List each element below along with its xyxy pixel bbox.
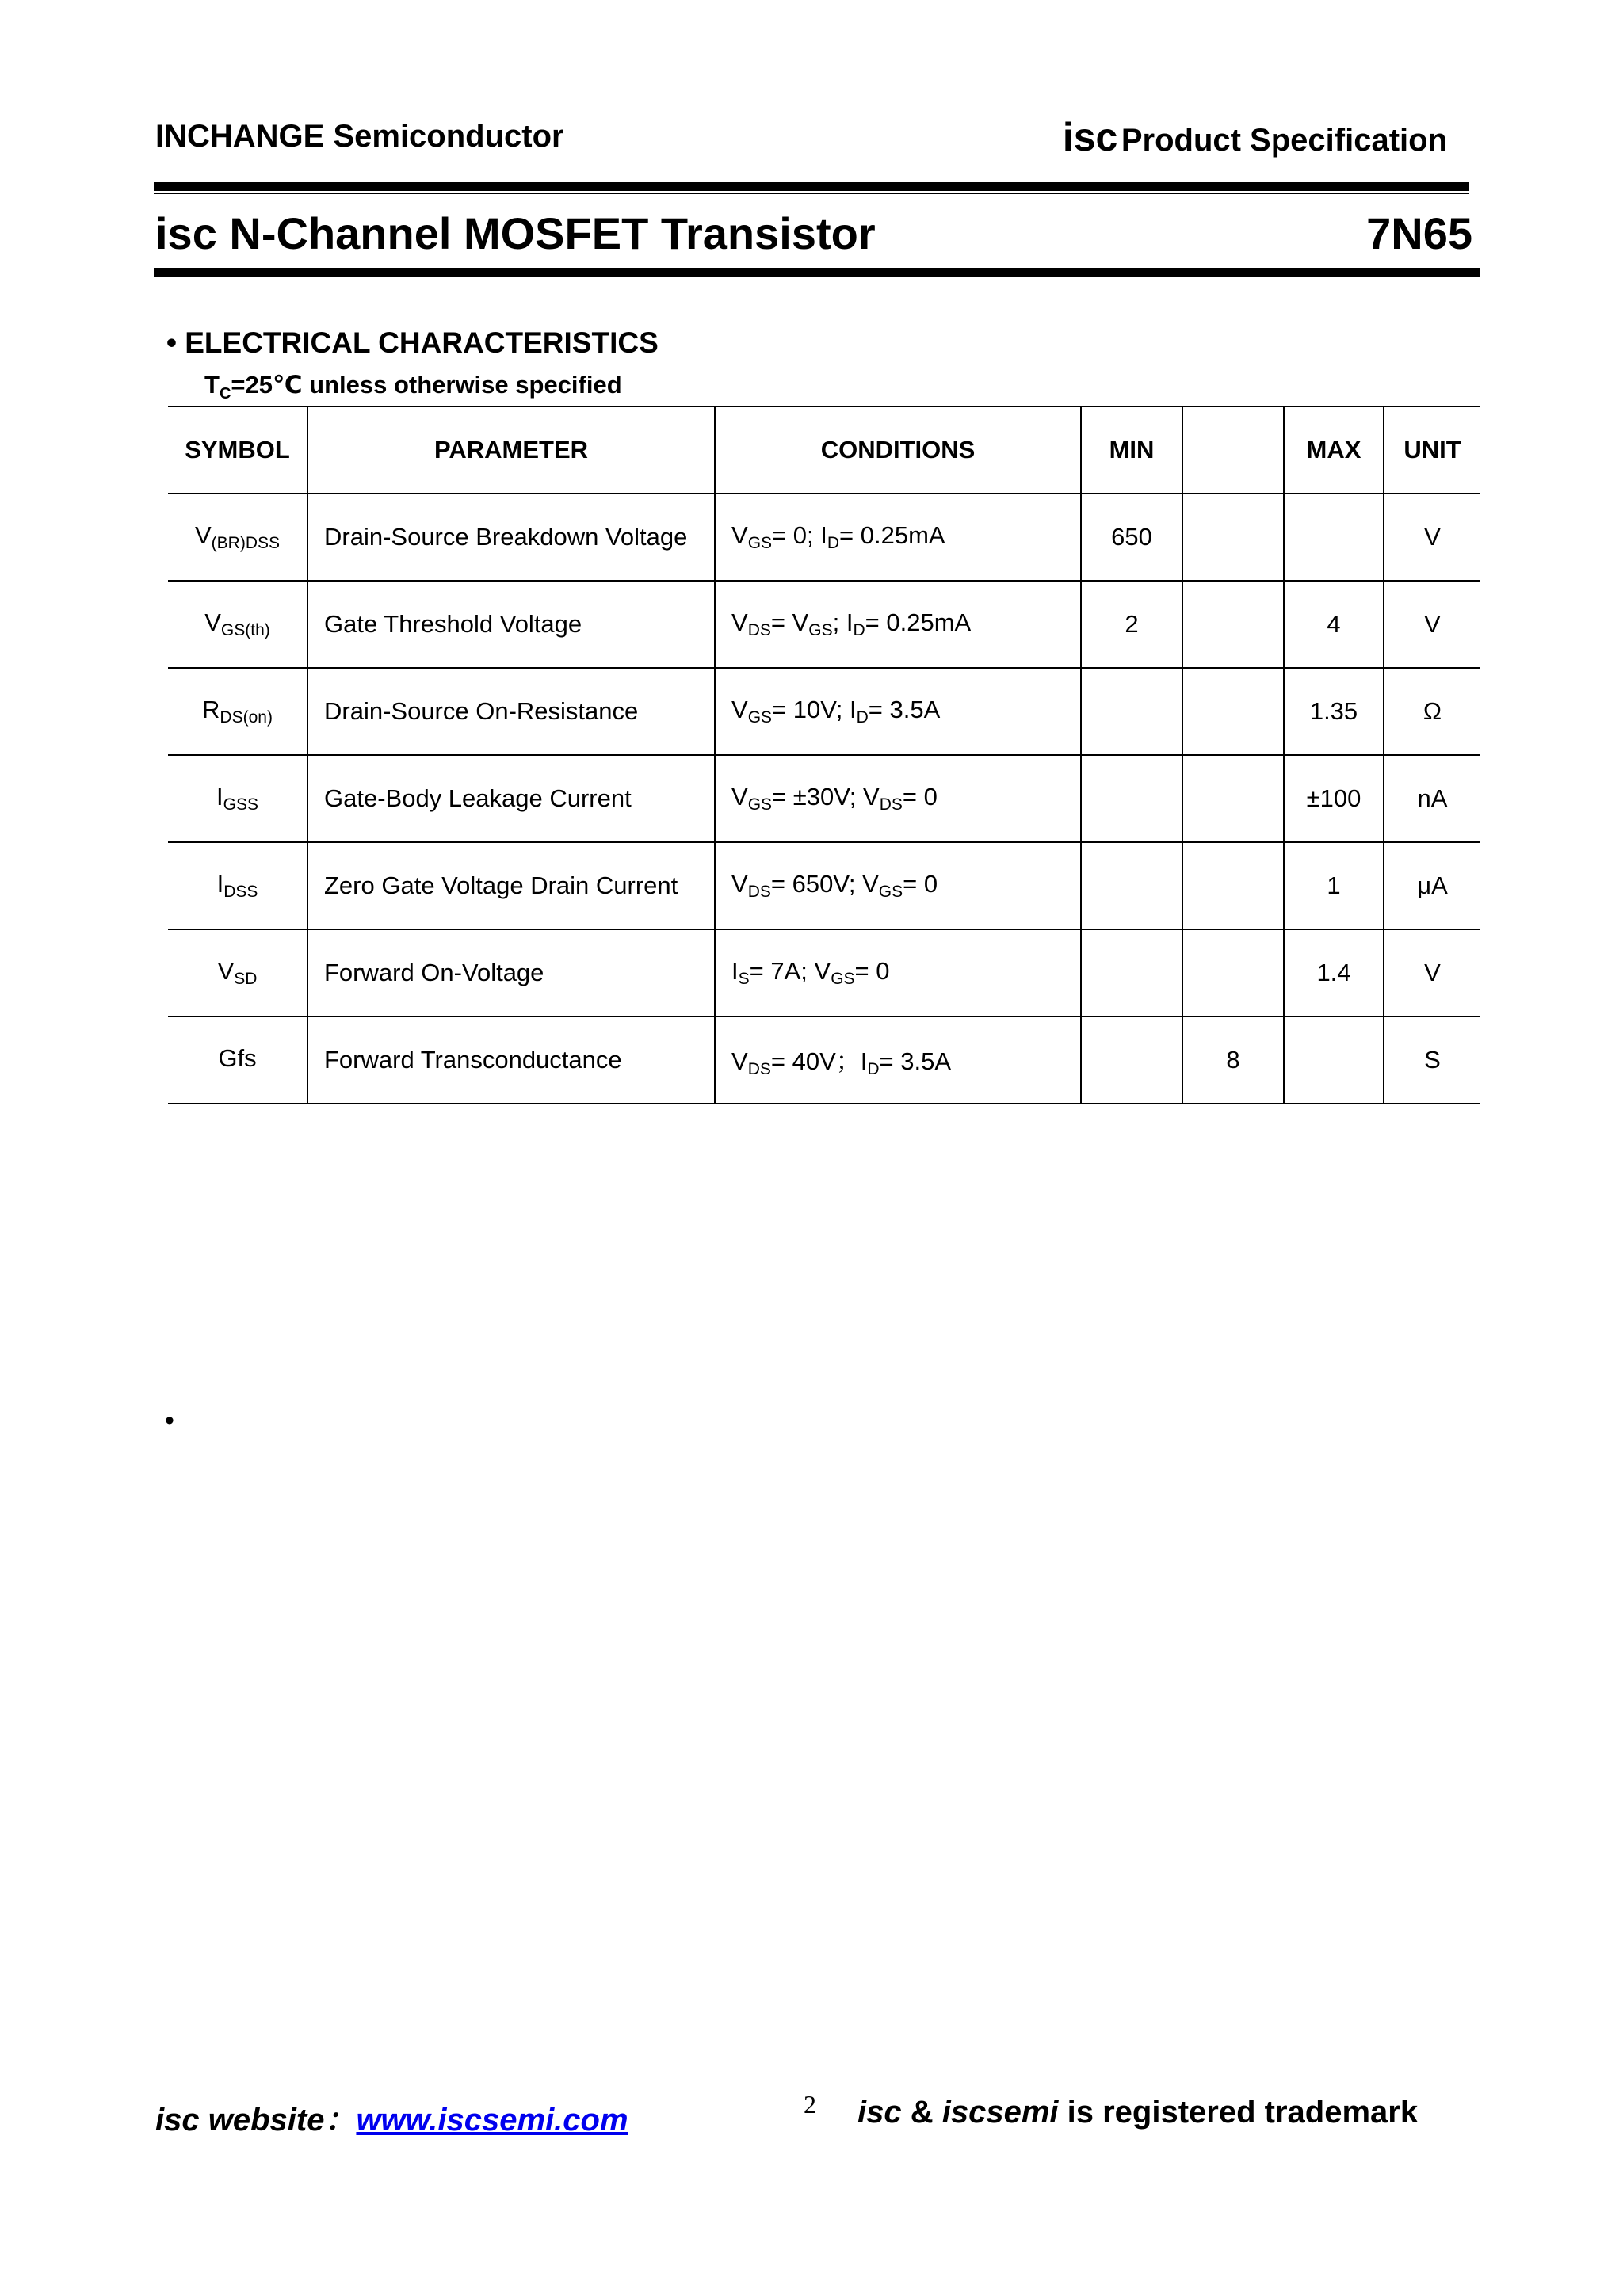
condition-subscript: D (867, 1060, 880, 1078)
condition-subscript: DS (747, 621, 771, 639)
cell-unit: V (1384, 929, 1480, 1016)
symbol-subscript: DSS (223, 883, 258, 901)
cell-parameter: Gate Threshold Voltage (307, 581, 715, 668)
condition-value: = (770, 608, 792, 636)
condition-value: = 0; (772, 521, 821, 549)
symbol-subscript: DS(on) (220, 708, 273, 727)
condition-var: V (792, 608, 809, 636)
symbol-main: Gfs (218, 1044, 257, 1072)
cell-max: 1 (1284, 842, 1384, 929)
cell-unit: μA (1384, 842, 1480, 929)
cell-conditions (715, 755, 1081, 842)
header-parameter: PARAMETER (307, 406, 715, 494)
cell-parameter: Forward Transconductance (307, 1016, 715, 1104)
condition-value: = 0 (902, 783, 938, 810)
cell-min (1081, 929, 1182, 1016)
cell-symbol (168, 494, 307, 581)
title-rule (154, 268, 1480, 277)
condition-var: V (731, 870, 748, 898)
symbol-main: V (194, 521, 212, 549)
table-row (168, 929, 1480, 1016)
cell-max: 1.35 (1284, 668, 1384, 755)
condition-var: V (863, 783, 880, 810)
cell-min: 650 (1081, 494, 1182, 581)
condition-subscript: DS (747, 883, 771, 901)
condition-value: = 3.5A (868, 696, 941, 723)
header-rule (154, 182, 1469, 191)
condition-subscript: GS (747, 708, 773, 727)
cell-symbol (168, 842, 307, 929)
cell-conditions (715, 668, 1081, 755)
condition-var: I (820, 521, 827, 549)
condition-value: = 0 (854, 957, 890, 985)
condition-subscript: GS (878, 883, 903, 901)
condition-value: = ±30V; (772, 783, 863, 810)
section-heading-text: ELECTRICAL CHARACTERISTICS (185, 326, 659, 359)
header-unit: UNIT (1384, 406, 1480, 494)
condition-subscript: C (219, 385, 231, 403)
cell-unit: V (1384, 581, 1480, 668)
website-label: isc website： (155, 2103, 357, 2138)
cell-symbol (168, 929, 307, 1016)
cell-conditions (715, 842, 1081, 929)
cell-conditions (715, 929, 1081, 1016)
cell-min (1081, 1016, 1182, 1104)
cell-parameter: Zero Gate Voltage Drain Current (307, 842, 715, 929)
website-link[interactable]: www.iscsemi.com (356, 2103, 628, 2138)
condition-subscript: GS (747, 534, 773, 552)
electrical-characteristics-table (168, 406, 1480, 1104)
cell-max (1284, 494, 1384, 581)
cell-typ (1182, 494, 1284, 581)
condition-subscript: GS (831, 970, 855, 988)
cell-typ (1182, 581, 1284, 668)
condition-var: V (814, 957, 831, 985)
condition-var: V (731, 1047, 748, 1075)
cell-symbol (168, 1016, 307, 1104)
condition-var: V (731, 696, 748, 723)
spec-label (1063, 114, 1447, 160)
condition-subscript: GS (747, 795, 773, 814)
test-condition: $T_C=25℃$ unless otherwise specified (204, 371, 622, 403)
cell-symbol (168, 755, 307, 842)
document-title: isc N-Channel MOSFET Transistor (155, 208, 876, 258)
condition-var: I (849, 696, 857, 723)
symbol-main: R (202, 696, 220, 723)
condition-subscript: D (827, 534, 840, 552)
cell-max: ±100 (1284, 755, 1384, 842)
cell-symbol (168, 668, 307, 755)
condition-var: V (731, 521, 748, 549)
cell-parameter: Drain-Source Breakdown Voltage (307, 494, 715, 581)
condition-value: = 10V; (772, 696, 850, 723)
condition-value: = 0 (903, 870, 938, 898)
cell-conditions (715, 581, 1081, 668)
company-name: INCHANGE Semiconductor (155, 119, 564, 154)
cell-conditions (715, 494, 1081, 581)
section-bullet: • (166, 326, 177, 359)
page-number: 2 (804, 2090, 816, 2119)
condition-var: I (860, 1047, 868, 1075)
table-row (168, 494, 1480, 581)
condition-value: = 650V; (770, 870, 863, 898)
cell-max: 1.4 (1284, 929, 1384, 1016)
cell-parameter: Drain-Source On-Resistance (307, 668, 715, 755)
cell-parameter: Forward On-Voltage (307, 929, 715, 1016)
condition-var: I (731, 957, 739, 985)
symbol-main: I (216, 870, 224, 898)
table-row (168, 842, 1480, 929)
spec-text: Product Specification (1121, 123, 1447, 158)
symbol-subscript: SD (234, 970, 258, 988)
condition-value: = 0.25mA (839, 521, 945, 549)
condition-subscript: GS (808, 621, 833, 639)
cell-max (1284, 1016, 1384, 1104)
condition-subscript: D (856, 708, 869, 727)
symbol-main: V (204, 608, 221, 636)
footer-trademark: isc & iscsemi is registered trademark (857, 2095, 1419, 2130)
cell-parameter: Gate-Body Leakage Current (307, 755, 715, 842)
header-min: MIN (1081, 406, 1182, 494)
symbol-subscript: (BR)DSS (211, 534, 281, 552)
condition-value: = 3.5A (879, 1047, 952, 1075)
cell-typ (1182, 842, 1284, 929)
cell-min (1081, 842, 1182, 929)
condition-var: V (731, 783, 748, 810)
header-conditions: CONDITIONS (715, 406, 1081, 494)
symbol-main: I (216, 783, 223, 810)
table-row (168, 668, 1480, 755)
header-rule-thin (154, 193, 1469, 194)
cell-typ (1182, 929, 1284, 1016)
table-header-row (168, 406, 1480, 494)
symbol-subscript: GS(th) (220, 621, 270, 639)
cell-typ: 8 (1182, 1016, 1284, 1104)
condition-var: I (846, 608, 854, 636)
part-number: 7N65 (1366, 208, 1472, 258)
cell-typ (1182, 668, 1284, 755)
condition-subscript: DS (879, 795, 903, 814)
cell-unit: Ω (1384, 668, 1480, 755)
cell-max: 4 (1284, 581, 1384, 668)
symbol-main: V (217, 957, 235, 985)
spec-prefix: isc (1062, 115, 1118, 159)
condition-subscript: D (853, 621, 865, 639)
condition-value: = 0.25mA (865, 608, 972, 636)
condition-value: ; (832, 608, 846, 636)
header-typ (1182, 406, 1284, 494)
cell-unit: nA (1384, 755, 1480, 842)
footer-website (155, 2095, 628, 2140)
section-heading (166, 326, 659, 360)
cell-min (1081, 755, 1182, 842)
header-max: MAX (1284, 406, 1384, 494)
table-row (168, 1016, 1480, 1104)
symbol-subscript: GSS (223, 795, 258, 814)
empty-bullet: • (165, 1405, 174, 1436)
cell-unit: V (1384, 494, 1480, 581)
cell-symbol (168, 581, 307, 668)
condition-subscript: DS (747, 1060, 771, 1078)
condition-value: = 40V； (770, 1047, 861, 1075)
cell-unit: S (1384, 1016, 1480, 1104)
condition-var: V (862, 870, 879, 898)
cell-min: 2 (1081, 581, 1182, 668)
cell-typ (1182, 755, 1284, 842)
condition-value: = 7A; (749, 957, 815, 985)
condition-var: V (731, 608, 748, 636)
table-row (168, 755, 1480, 842)
cell-conditions (715, 1016, 1081, 1104)
cell-min (1081, 668, 1182, 755)
condition-subscript: S (738, 970, 750, 988)
header-symbol: SYMBOL (168, 406, 307, 494)
table-row (168, 581, 1480, 668)
